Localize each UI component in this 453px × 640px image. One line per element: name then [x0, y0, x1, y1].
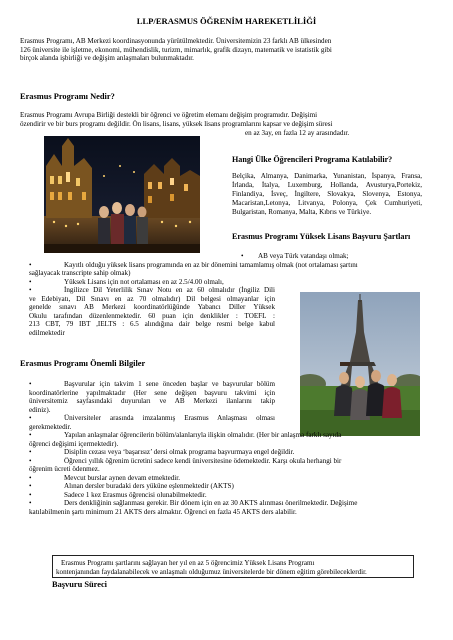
- country-line: Bulgaristan, Romanya, Malta, Kıbrıs ve Türkiye.: [232, 208, 372, 216]
- bullet: •: [29, 431, 32, 439]
- bullet: •: [29, 260, 32, 269]
- bullet: •: [29, 499, 32, 507]
- info-item: katılabilmenin şartı minimum 21 AKTS ders almaktır. Öğrenci en fazla 45 AKTS ders alabilir.: [29, 507, 297, 516]
- bullet: •: [29, 456, 32, 465]
- country-line: Finlandiya, İsveç, İngiltere, Slovakya, Slovenya, Estonya,: [232, 190, 422, 198]
- info-item: koordinatörlerine yapılmaktadır (Her sene değişen başvuru takvimi için: [29, 388, 275, 397]
- page-title: LLP/ERASMUS ÖĞRENİM HAREKETLİLİĞİ: [136, 16, 317, 26]
- info-item: Üniversiteler arasında imzalanmış Erasmus Anlaşması olması: [64, 414, 275, 422]
- info-item: Alınan dersler buradaki ders yüküne eşlenmektedir (AKTS): [64, 482, 234, 490]
- info-item: ediniz).: [29, 405, 51, 414]
- bullet: •: [29, 277, 32, 286]
- heading-onemli-bilgiler: Erasmus Programı Önemli Bilgiler: [20, 359, 146, 368]
- country-line: İrlanda, İtalya, Luxemburg, Hollanda, Avusturya,Portekiz,: [232, 181, 422, 189]
- info-item: Sadece 1 kez Erasmus öğrencisi olunabilmektedir.: [64, 490, 207, 499]
- bullet: •: [29, 448, 32, 456]
- bullet: •: [29, 286, 32, 294]
- info-item: Başvurular için takvim 1 sene önceden başlar ve başvurular bölüm: [64, 380, 275, 388]
- country-line: Macaristan,Letonya, Litvanya, Polonya, Çek Cumhuriyeti,: [232, 199, 422, 207]
- info-item: gerekmektedir.: [29, 422, 72, 431]
- note-line: Erasmus Programı şartlarını sağlayan her yıl en az 5 öğrencimiz Yüksek Lisans Programı: [61, 559, 315, 567]
- info-item: Mevcut burslar aynen devam etmektedir.: [64, 473, 181, 482]
- heading-basvuru-sureci: Başvuru Süreci: [52, 580, 107, 589]
- info-item: öğrenim ücreti ödenmez.: [29, 465, 100, 473]
- requirement-item: AB veya Türk vatandaşı olmak;: [258, 252, 349, 260]
- country-line: Belçika, Almanya, Danimarka, Yunanistan, İspanya, Fransa,: [232, 172, 422, 180]
- bullet: •: [29, 490, 32, 499]
- bullet: •: [29, 380, 32, 388]
- heading-basvuru-sartlari: Erasmus Programı Yüksek Lisans Başvuru Şartları: [232, 232, 411, 241]
- info-item: Öğrenci yıllık öğrenim ücretini sadece kendi üniversitesine ödemektedir. Karşı okula herhangi bir: [64, 456, 342, 465]
- intro-line: birçok alanda işbirliği ve değişim anlaşmaları bulunmaktadır.: [20, 54, 194, 62]
- info-item: Ders denkliğinin sağlanması gerekir. Bir dönem için en az 30 AKTS alınması önerilmektedir. Değişime: [64, 499, 358, 507]
- requirement-item: 213 CBT, 79 IBT ,IELTS : 6.5 alındığına dair belge resmi belge kabul: [29, 320, 275, 328]
- intro-line: 126 üniversite ile işletme, ekonomi, mühendislik, turizm, mimarlık, grafik dizayn, matematik ve istatistik gibi: [20, 45, 332, 54]
- note-box: [52, 555, 414, 578]
- nedir-line: Erasmus Programı Avrupa Birliği destekli bir öğrenci ve öğretim elemanı değişim programıdır. Değişimi: [20, 111, 318, 119]
- intro-line: Erasmus Programı, AB Merkezi koordinasyonunda yürütülmektedir. Üniversitemizin 23 farklı AB ülkesinden: [20, 37, 332, 45]
- requirement-item: Yüksek Lisans için not ortalaması en az 2.5/4.00 olmalı,: [64, 277, 224, 286]
- requirement-item: ve Edebiyatı, Dil Sınavı en az 70 olmalıdır) Dil belgesi olmayanlar için: [29, 294, 275, 303]
- bullet: •: [29, 414, 32, 422]
- requirement-item: genelde sınavı AB Merkezi koordinatörlüğünde Yabancı Diller Yüksek: [29, 303, 275, 311]
- photo-eiffel-tower: [300, 292, 420, 436]
- info-item: Yapılan anlaşmalar öğrencilerin bölüm/alanlarıyla ilişkin olmalıdır. (Her bir anlaşma farklı sayıda: [64, 431, 342, 439]
- info-item: üniversitemiz sayfasındaki duyuruları ve AB Merkezi ilanlarını takip: [29, 397, 275, 405]
- requirement-item: Kayıtlı olduğu yüksek lisans programında en az bir dönemini tamamlamış olmak (not ortalaması şartını: [64, 260, 358, 269]
- nedir-line: özendirir ve bir burs programı değildir. Ön lisans, lisans, yüksek lisans programlarını kapsar ve değişim süresi: [20, 120, 333, 128]
- nedir-line: en az 3ay, en fazla 12 ay arasındadır.: [245, 129, 350, 137]
- bullet: •: [241, 252, 244, 260]
- heading-nedir: Erasmus Programı Nedir?: [20, 92, 115, 101]
- note-line: kontenjanından faydalanabilecek ve anlaşmalı olduğumuz üniversitelerde bir dönem eğitim görebileceklerdir.: [56, 567, 367, 576]
- photo-night-square: [44, 136, 200, 253]
- info-item: Disiplin cezası veya ‘başarısız’ dersi olmak programa başvurmaya engel değildir.: [64, 448, 295, 456]
- bullet: •: [29, 482, 32, 490]
- info-item: öğrenci değişimi içermektedir).: [29, 439, 119, 448]
- requirement-item: sağlayacak transcripte sahip olmak): [29, 269, 131, 277]
- heading-hangi-ulke: Hangi Ülke Öğrencileri Programa Katılabilir?: [232, 155, 393, 164]
- bullet: •: [29, 473, 32, 482]
- requirement-item: İngilizce Dil Yeterlilik Sınav Notu en az 60 olmalıdır (İngiliz Dili: [64, 286, 275, 294]
- requirement-item: Okulu tarafından düzenlenmektedir. 60 puan için denklikler : TOEFL :: [29, 311, 275, 320]
- requirement-item: edilmektedir: [29, 328, 65, 337]
